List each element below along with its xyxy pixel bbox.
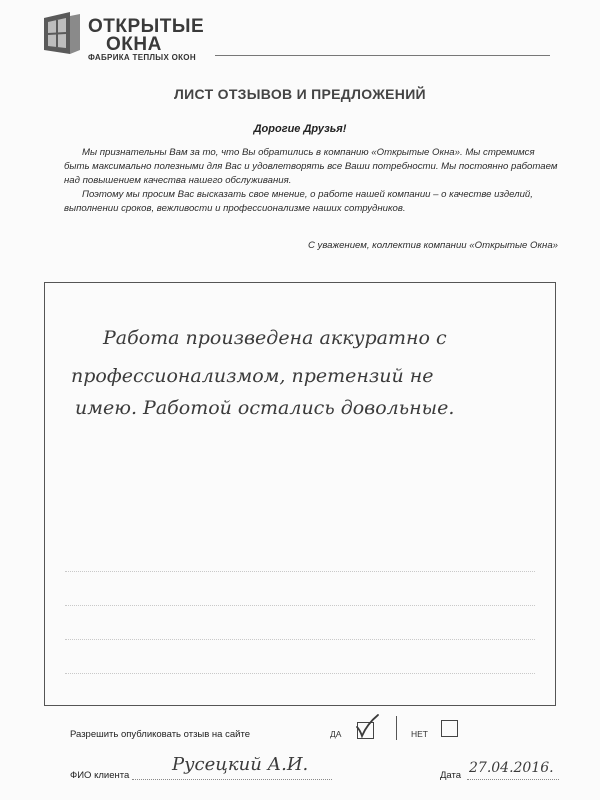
client-name-value: Русецкий А.И. — [172, 754, 309, 775]
intro-paragraph-2: Поэтому мы просим Вас высказать свое мнение, о работе нашей компании – о качестве изделий, выполнении сроков, вежливости и профессионализме наших сотрудников. — [64, 189, 533, 214]
date-field[interactable] — [467, 779, 559, 780]
guide-line — [65, 639, 535, 640]
guide-line — [65, 571, 535, 572]
intro-paragraph-1: Мы признательны Вам за то, что Вы обратились в компанию «Открытые Окна». Мы стремимся быть максимально полезными для Вас и удовлетворять все Ваши потребности. Мы постоянно работаем над повышением качества нашего обслуживания. — [64, 147, 558, 186]
header-divider — [215, 55, 550, 56]
greeting: Дорогие Друзья! — [253, 123, 347, 135]
date-value: 27.04.2016. — [469, 760, 554, 776]
feedback-area[interactable] — [44, 282, 556, 706]
date-label: Дата — [440, 770, 462, 781]
no-label: НЕТ — [411, 729, 428, 739]
window-logo-icon — [40, 10, 82, 56]
client-name-field[interactable] — [132, 779, 332, 780]
logo-tagline: ФАБРИКА ТЕПЛЫХ ОКОН — [88, 53, 196, 62]
company-logo — [38, 10, 218, 62]
publish-permission-label: Разрешить опубликовать отзыв на сайте — [70, 729, 250, 740]
page-title: ЛИСТ ОТЗЫВОВ И ПРЕДЛОЖЕНИЙ — [174, 86, 426, 102]
handwritten-line-1: Работа произведена аккуратно с — [103, 327, 447, 349]
guide-line — [65, 673, 535, 674]
intro-text — [64, 146, 558, 216]
handwritten-line-2: профессионализмом, претензий не — [71, 365, 434, 387]
signoff: С уважением, коллектив компании «Открытые Окна» — [307, 240, 558, 251]
no-checkbox[interactable] — [441, 720, 458, 737]
yes-label: ДА — [330, 729, 342, 739]
handwritten-line-3: имею. Работой остались довольные. — [75, 397, 455, 419]
logo-text-line2: ОКНА — [106, 34, 162, 55]
guide-line — [65, 605, 535, 606]
logo-text-line1: ОТКРЫТЫЕ — [88, 16, 205, 37]
option-divider — [396, 716, 397, 740]
client-name-label: ФИО клиента — [70, 770, 130, 781]
checkmark-icon — [350, 712, 380, 742]
